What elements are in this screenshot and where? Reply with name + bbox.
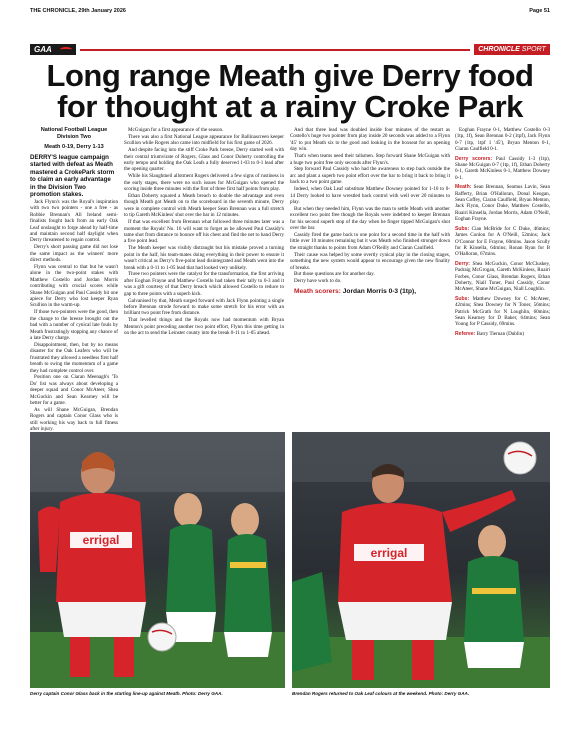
paragraph: If that was excellent from Brennan what followed three minutes later was a moment the Royals' No. 16 will want to forget as he allowed Paul Cassidy's tame shot from distance to bounce off his chest and find the net to hand Derry a five point lead. bbox=[124, 219, 284, 245]
shirt-sponsor-1: errigal bbox=[82, 533, 120, 547]
meath-subs: Subs: Cian McBride for C Duke, 46mins; James Conlon for A O'Neill, 52mins; Jack O'Connor for E Frayne, 60mins. Jason Scully for R Kinsella, 64mins; Ronan Ryan for B O'Halloran, 67mins. bbox=[455, 225, 550, 258]
article-standfirst: DERRY'S league campaign started with defeat as Meath mastered a CrokePark storm to claim an early advantage in the Division Two promotion stakes. bbox=[30, 154, 115, 199]
chronicle-sport-badge: CHRONICLE SPORT bbox=[474, 44, 550, 55]
paragraph: And despite facing into the stiff Croke Park breeze, Derry started well with their central triumvirate of Rogers, Glass and Conor Doherty controlling the early tempo and holding the Oak Leafs a fully deserved 1-03 to 0-1 lead after the opening quarter. bbox=[124, 147, 284, 173]
gaa-swoosh-icon bbox=[60, 47, 72, 52]
match-photo-2 bbox=[292, 432, 550, 688]
paragraph: Ethan Doherty squared a Meath breach to double the advantage and even though Meath got Meath on to the scoreboard in the seventh minute, Derry were in complete control with Meath keeper Sean Brennan was a full stretch to tip Gareth McKinless' shot over the bar in 12 minutes. bbox=[124, 193, 284, 219]
column-3-body bbox=[290, 127, 450, 285]
match-photo-1 bbox=[30, 432, 285, 688]
paragraph: That's when teams need their talismen. Step forward Shane McGuigan with a huge two point free only seconds after Flynn's. bbox=[290, 153, 450, 166]
paragraph: Their cause was helped by some overtly cynical play in the closing stages, something the new system would appear to encourage given the new finality of breaks. bbox=[290, 251, 450, 271]
derry-subs: Subs: Matthew Downey for C McAteer, 42mins; Shea Downey for N Toner, 56mins; Patrick McGrath for N Loughlin, 60mins; Sean Kearney for D Baker, 64mins; Sean Young for P Cassidy, 69mins. bbox=[455, 295, 551, 328]
paragraph: Disappointment, then, but by no means disaster for the Oak Leafers who will be frustrated they allowed a needless first half breath to swing the momentum of a game they had complete control over. bbox=[30, 341, 118, 374]
section-strip bbox=[30, 44, 550, 55]
column-4-body bbox=[455, 127, 550, 153]
paragraph: Step forward Paul Cassidy who had the awareness to step back outside the arc and plant a superb two point effort over the bar to bring it back to bring it back to a two point game. bbox=[290, 166, 450, 186]
paragraph: Indeed, when Oak Leaf substitute Matthew Downey pointed for 1-10 to 0-14 Derry looked to have wrestled back control with well over 20 minutes to play. bbox=[290, 186, 450, 205]
article-kicker: National Football League Division Two Meath 0-19, Derry 1-13 bbox=[40, 127, 108, 150]
referee: Referee: Barry Tiernan (Dublin) bbox=[455, 330, 524, 337]
paragraph: Flynn was central to that but he wasn't alone in the two-point stakes with Matthew Costello and Jordan Morris contributing with crucial scores while Shane McGuigan and Paul Cassidy hit one apiece for Derry who lost keeper Ryan Scullion in the warm-up. bbox=[30, 264, 118, 309]
paragraph: Eoghan Frayne 0-1, Matthew Costello 0-3 (1tp, 1f), Sean Brennan 0-2 (1tpf), Jack Flynn 0-7 (1tp, 1tpf 1 '45'), Bryan Menton 0-1, Ciaran Caulfield 0-1. bbox=[455, 127, 550, 153]
photo-conor-glass bbox=[30, 432, 285, 688]
publication-date: THE CHRONICLE, 29th January 2026 bbox=[30, 8, 126, 14]
photo-caption-1: Derry captain Conor Glass back in the starting line-up against Meath. Photo: Derry GAA. bbox=[30, 691, 223, 696]
paragraph: Derry have work to do. bbox=[294, 278, 342, 285]
article-column-4 bbox=[455, 127, 550, 338]
derry-scorers: Derry scorers: Paul Cassidy 1-3 (1tp), Shane McGuigan 0-7 (1tp, 1f), Ethan Doherty 0-1, Gareth McKinless 0-1, Matthew Downey 0-1. bbox=[455, 155, 550, 181]
gaa-logo: GAA bbox=[30, 44, 76, 55]
page-header bbox=[30, 6, 550, 16]
paragraph: McGuigan for a first appearance of the season. bbox=[128, 127, 224, 133]
meath-team: Meath: Sean Brennan, Seamus Lavin, Sean Rafferty, Brian O'Halloran, Donal Keogan, Sean Coffey, Ciaran Caulfield, Bryan Menton, Jack Flynn, Conor Duke, Matthew Costello, Ruairi Kinsella, Jordan Morris, Adam O'Neill, Eoghan Frayne. bbox=[455, 184, 550, 223]
paragraph: And that three lead was doubled inside four minutes of the restart as Costello's huge two pointer from play inside 20 seconds was added to a Flynn '45' to put Meath six to the good and looking in the boxseat for an opening day win. bbox=[290, 127, 450, 153]
article-headline: Long range Meath give Derry food for thought at a rainy Croke Park bbox=[46, 58, 534, 124]
paragraph: As will Shane McGuigan, Brendan Rogers and captain Conor Glass who is still working his way back to full fitness after injury. bbox=[30, 406, 118, 433]
paragraph: Galvanised by that, Meath surged forward with Jack Flynn pointing a single before Brennan strode forward to make some stretch for his error with an brilliant two point free from distance. bbox=[124, 297, 284, 317]
paragraph: Cassidy fired the game back to one point for a second time in the half with little over 10 minutes remaining but it was Meath who finished stronger down the straight thanks to points from Adam O'Reilly and Ciaran Caulfield. bbox=[290, 232, 450, 251]
paragraph: Jack Flynn's was the Royal's inspiration with two two pointers - one a free - as Robbie Brennan's All Ireland semi-finalists fought back from an early Oak Leaf onslaught to forge ahead by half-time and maintain second half daylight when Derry threatened to regain control. bbox=[30, 198, 118, 244]
photo-caption-2: Brendan Rogers returned to Oak Leaf colours at the weekend. Photo: Derry GAA. bbox=[292, 691, 470, 696]
photo-brendan-rogers bbox=[292, 432, 550, 688]
meath-scorers-heading: Meath scorers: Jordan Morris 0-3 (1tp), bbox=[294, 287, 417, 295]
paragraph: While his Slaughtneil allotment Rogers delivered a few signs of rustiness in the early stages, there were no such issues for McGuigan who opened the scoring inside three minutes with the first of three first half points from play. bbox=[124, 173, 284, 193]
paragraph: If those two-pointers were the good, then the change to the breeze brought out the bad with a number of cynical late fouls by Meath frustratingly stopping any chance of a late Derry charge. bbox=[30, 309, 118, 341]
derry-team: Derry: Shea McGuckin, Conor McCluskey, Padraig McGrogan, Gareth McKinless, Ruairi Forbes, Conor Glass, Brendan Rogers, Ethan Doherty, Niall Toner, Paul Cassidy, Conor McAteer, Shane McGuigan, Niall Loughlin. bbox=[455, 260, 550, 293]
article-column-3 bbox=[290, 127, 450, 296]
paragraph: Position one on Ciaran Meenagh's 'To Do' list was always about developing a deeper squad and Conor McAteer, Shea McGuckin and Sean Kearney will be better for a game. bbox=[30, 374, 118, 407]
paragraph: But those questions are for another day. bbox=[294, 271, 375, 278]
paragraph: That levelled things and the Royals now had momentum with Bryan Menton's point preceding another two point effort, Flynn this time getting in on the act to send the Leinster county into the break 0-11 to 1-05 ahead. bbox=[124, 317, 284, 337]
page-number: Page 51 bbox=[529, 8, 550, 14]
column-2-body bbox=[124, 127, 284, 337]
paragraph: There was also a first National League appearance for Ballinascreen keeper Scullion while Rogers also came into midfield for his first game of 2026. bbox=[124, 133, 284, 147]
paragraph: But when they needed him, Flynn was the man to settle Meath with another excellent two point free though the Royals were indebted to keeper Brennan for his second superb stop of the day when he finger tipped McGuigan's shot over the bar. bbox=[290, 205, 450, 232]
paragraph: Derry's short passing game did not lose the same impact as the winners' more direct methods. bbox=[30, 244, 118, 264]
article-column-2 bbox=[124, 127, 284, 337]
paragraph: The Meath keeper was visibly distraught but his mistake proved a turning point in the half, his team-mates doing everything in their power to ensure it wasn't critical as Derry's five-point lead disintegrated and Meath went into the break with a 0-11 to 1-05 lead that had looked very unlikely. bbox=[124, 245, 284, 271]
shirt-sponsor-2: errigal bbox=[370, 546, 408, 560]
section-divider bbox=[80, 49, 470, 51]
paragraph: Three two pointers were the catalyst for the transformation, the first arriving after Eoghan Frayne and Matthew Costello had taken their tally to 0-3 and it was a gift courtesy of that Derry breach which allowed Costello to reduce to gap to three points with a superb kick. bbox=[124, 271, 284, 297]
